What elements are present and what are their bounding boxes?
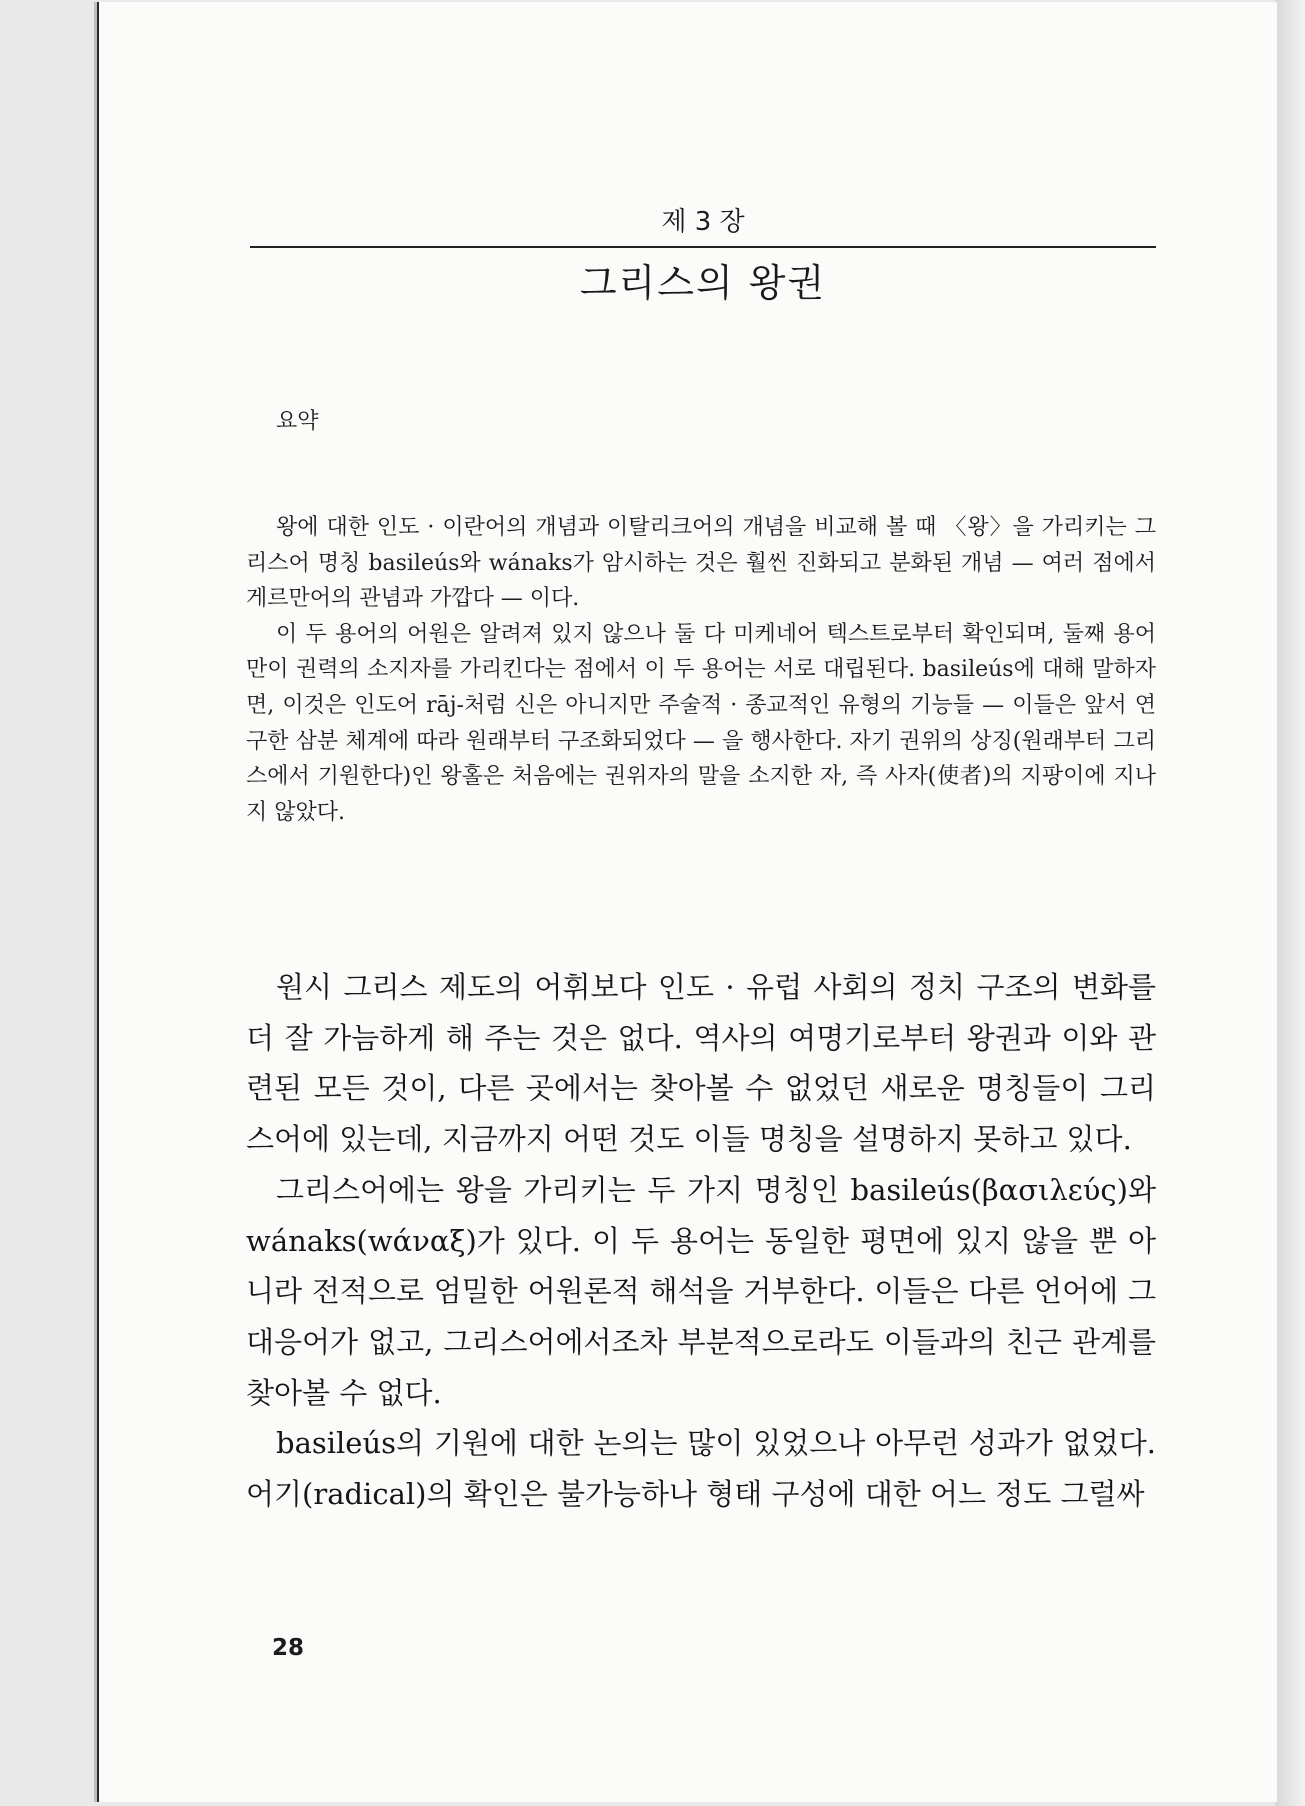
body-paragraph: 원시 그리스 제도의 어휘보다 인도 · 유럽 사회의 정치 구조의 변화를 더 잘 가늠하게 해 주는 것은 없다. 역사의 여명기로부터 왕권과 이와 관련된 모든 것이, 다른 곳에서는 찾아볼 수 없었던 새로운 명칭들이 그리스어에 있는데, 지금까지 어떤 것도 이들 명칭을 설명하지 못하고 있다.	[246, 970, 1156, 1157]
chapter-number: 제 3 장	[661, 207, 745, 237]
body-paragraph: 그리스어에는 왕을 가리키는 두 가지 명칭인 basileús(βασιλεύς)와 wánaks(wάναξ)가 있다. 이 두 용어는 동일한 평면에 있지 않을 뿐 아니라 전적으로 엄밀한 어원론적 해석을 거부한다. 이들은 다른 언어에 그 대응어가 없고, 그리스어에서조차 부분적으로라도 이들과의 친근 관계를 찾아볼 수 없다.	[246, 1172, 1156, 1410]
page-edge	[1275, 0, 1305, 1806]
chapter-rule	[250, 246, 1156, 248]
chapter-title: 그리스의 왕권	[579, 261, 827, 305]
summary-heading: 요약	[276, 409, 319, 434]
body-section	[246, 962, 1156, 1520]
summary-paragraph: 왕에 대한 인도 · 이란어의 개념과 이탈리크어의 개념을 비교해 볼 때 〈왕〉을 가리키는 그리스어 명칭 basileús와 wánaks가 암시하는 것은 훨씬 진화되고 분화된 개념 — 여러 점에서 게르만어의 관념과 가깝다 — 이다.	[246, 515, 1156, 612]
summary-section	[246, 510, 1156, 830]
summary-paragraph: 이 두 용어의 어원은 알려져 있지 않으나 둘 다 미케네어 텍스트로부터 확인되며, 둘째 용어만이 권력의 소지자를 가리킨다는 점에서 이 두 용어는 서로 대립된다. basileús에 대해 말하자면, 이것은 인도어 rāj-처럼 신은 아니지만 주술적 · 종교적인 유형의 기능들 — 이들은 앞서 연구한 삼분 체계에 따라 원래부터 구조화되었다 — 을 행사한다. 자기 권위의 상징(원래부터 그리스에서 기원한다)인 왕홀은 처음에는 권위자의 말을 소지한 자, 즉 사자(使者)의 지팡이에 지나지 않았다.	[246, 621, 1156, 825]
body-paragraph: basileús의 기원에 대한 논의는 많이 있었으나 아무런 성과가 없었다. 어기(radical)의 확인은 불가능하나 형태 구성에 대한 어느 정도 그럴싸	[246, 1426, 1156, 1512]
page-number: 28	[272, 1635, 305, 1661]
